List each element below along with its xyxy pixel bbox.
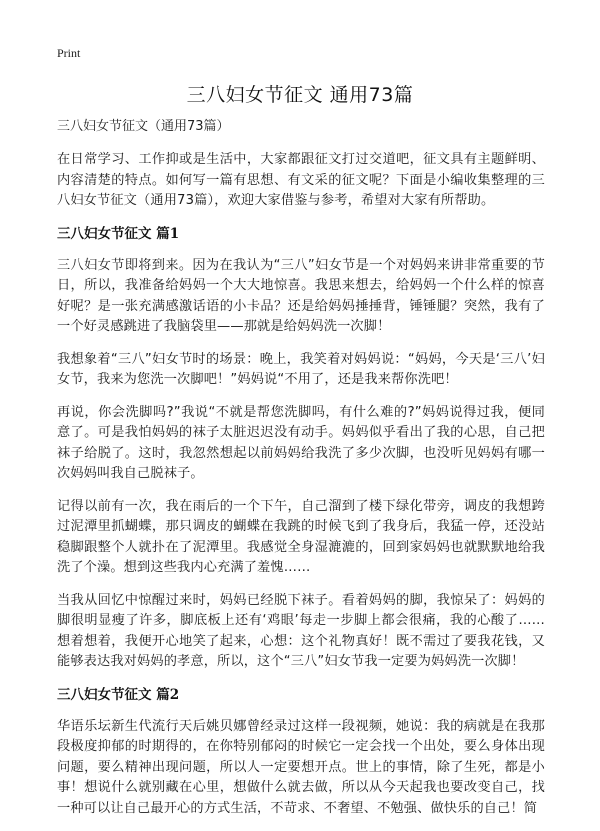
intro-paragraph: 在日常学习、工作抑或是生活中，大家都跟征文打过交道吧，征文具有主题鲜明、内容清楚的特点。如何写一篇有思想、有文采的征文呢？下面是小编收集整理的三八妇女节征文（通用73篇），欢迎大家借鉴与参考，希望对大家有所帮助。 bbox=[57, 152, 545, 208]
document-body bbox=[57, 118, 545, 831]
paragraph: 记得以前有一次，我在雨后的一个下午，自己溜到了楼下绿化带旁，调皮的我想跨过泥潭里抓蝴蝶，那只调皮的蝴蝶在我跳的时候飞到了我身后，我猛一停，还没站稳脚跟整个人就扑在了泥潭里。我感觉全身湿漉漉的，回到家妈妈也就默默地给我洗了个澡。想到这些我内心充满了羞愧…… bbox=[57, 498, 545, 575]
page-title: 三八妇女节征文 通用73篇 bbox=[186, 84, 414, 106]
paragraph: 再说，你会洗脚吗?”我说“不就是帮您洗脚吗，有什么难的?”妈妈说得过我，便同意了。可是我怕妈妈的袜子太脏迟迟没有动手。妈妈似乎看出了我的心思，自己把袜子给脱了。这时，我忽然想起以前妈妈给我洗了多少次脚，也没听见妈妈有哪一次妈妈叫我自己脱袜子。 bbox=[57, 404, 545, 481]
section-heading: 三八妇女节征文 篇2 bbox=[57, 686, 180, 703]
paragraph: 华语乐坛新生代流行天后姚贝娜曾经录过这样一段视频，她说：我的病就是在我那段极度抑郁的时期得的，在你特别郁闷的时候它一定会找一个出处，要么身体出现问题，要么精神出现问题，所以人一定要想开点。世上的事情，除了生死，都是小事！想说什么就别藏在心里，想做什么就去做，所以从今天起我也要改变自己，找一种可以让自己最开心的方式生活，不苛求、不奢望、不勉强、做快乐的自己！简 bbox=[57, 718, 545, 816]
paragraph: 当我从回忆中惊醒过来时，妈妈已经脱下袜子。看着妈妈的脚，我惊呆了：妈妈的脚很明显瘦了许多，脚底板上还有‘鸡眼’每走一步脚上都会很痛，我的心酸了……想着想着，我便开心地笑了起来，心想：这个礼物真好！既不需过了要我花钱，又能够表达我对妈妈的孝意，所以，这个“三八”妇女节我一定要为妈妈洗一次脚！ bbox=[57, 592, 545, 669]
paragraph: 三八妇女节即将到来。因为在我认为“三八”妇女节是一个对妈妈来讲非常重要的节日，所以，我准备给妈妈一个大大地惊喜。我思来想去，给妈妈一个什么样的惊喜好呢？是一张充满感激话语的小卡品？还是给妈妈捶捶背，锤锤腿？突然，我有了一个好灵感跳进了我脑袋里——那就是给妈妈洗一次脚！ bbox=[57, 257, 545, 334]
section-2 bbox=[57, 685, 545, 820]
document-subtitle: 三八妇女节征文（通用73篇） bbox=[57, 119, 230, 134]
section-1 bbox=[57, 224, 545, 673]
paragraph: 我想象着“三八”妇女节时的场景：晚上，我笑着对妈妈说：“妈妈，今天是‘三八’妇女节，我来为您洗一次脚吧！”妈妈说“不用了，还是我来帮你洗吧！ bbox=[57, 351, 545, 387]
section-heading: 三八妇女节征文 篇1 bbox=[57, 225, 180, 242]
print-label: Print bbox=[57, 46, 81, 60]
